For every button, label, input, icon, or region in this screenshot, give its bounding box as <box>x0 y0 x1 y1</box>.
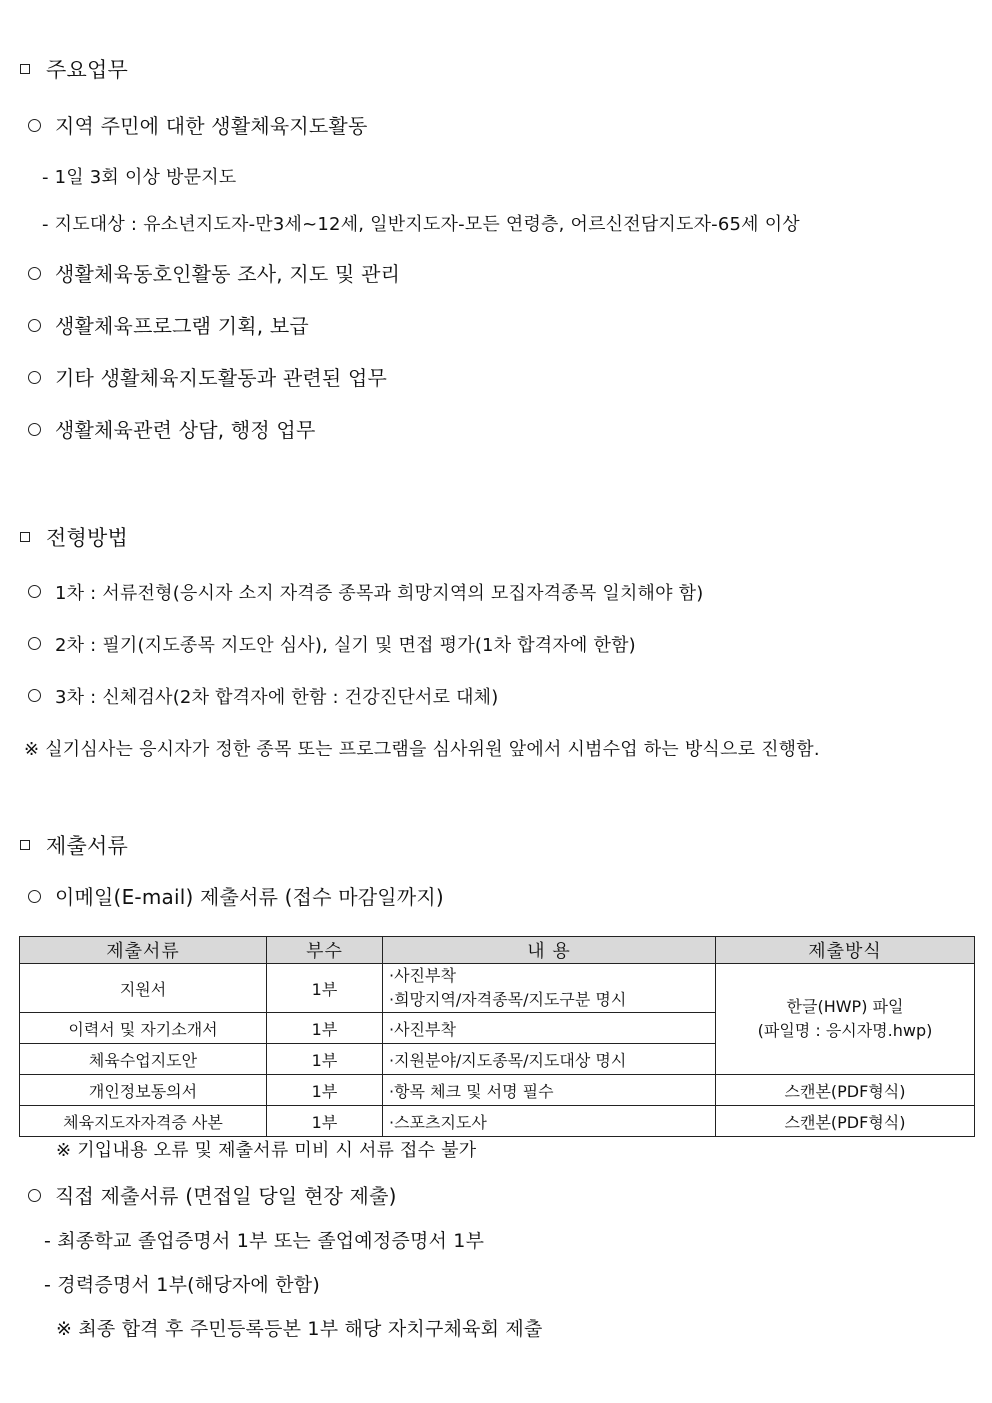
documents-table <box>19 936 975 1137</box>
circle-bullet-icon <box>28 267 41 280</box>
square-bullet-icon <box>20 532 30 542</box>
document-name: 체육수업지도안 <box>20 1044 267 1075</box>
document-count: 1부 <box>267 964 383 1013</box>
circle-bullet-icon <box>28 890 41 903</box>
circle-bullet-icon <box>28 585 41 598</box>
duty-sub-item: - 1일 3회 이상 방문지도 <box>42 167 237 188</box>
duty-item-text: 생활체육동호인활동 조사, 지도 및 관리 <box>55 262 401 286</box>
table-header: 부수 <box>267 937 383 964</box>
duty-item <box>28 362 387 391</box>
email-documents-text: 이메일(E-mail) 제출서류 (접수 마감일까지) <box>55 885 444 909</box>
table-header: 내 용 <box>383 937 716 964</box>
submission-method-merged <box>716 964 975 1075</box>
email-documents-item <box>28 881 444 910</box>
direct-documents-item <box>28 1180 397 1209</box>
table-row <box>20 964 975 1013</box>
circle-bullet-icon <box>28 423 41 436</box>
document-name: 개인정보동의서 <box>20 1075 267 1106</box>
direct-sub-item: - 최종학교 졸업증명서 1부 또는 졸업예정증명서 1부 <box>44 1230 485 1252</box>
document-name: 이력서 및 자기소개서 <box>20 1013 267 1044</box>
document-name: 체육지도자자격증 사본 <box>20 1106 267 1137</box>
document-content: ·사진부착 <box>383 1013 716 1044</box>
section-title-text: 제출서류 <box>46 834 128 858</box>
table-note: ※ 기입내용 오류 및 제출서류 미비 시 서류 접수 불가 <box>56 1140 477 1161</box>
table-row <box>20 1075 975 1106</box>
submission-method: 스캔본(PDF형식) <box>716 1106 975 1137</box>
document-count: 1부 <box>267 1044 383 1075</box>
duty-item-text: 지역 주민에 대한 생활체육지도활동 <box>55 114 368 138</box>
direct-documents-text: 직접 제출서류 (면접일 당일 현장 제출) <box>55 1184 397 1208</box>
table-header-row <box>20 937 975 964</box>
section-title-documents <box>20 830 128 860</box>
duty-item <box>28 110 367 139</box>
document-count: 1부 <box>267 1106 383 1137</box>
document-content: ·스포츠지도사 <box>383 1106 716 1137</box>
circle-bullet-icon <box>28 637 41 650</box>
document-name: 지원서 <box>20 964 267 1013</box>
table-header: 제출서류 <box>20 937 267 964</box>
duty-sub-item: - 지도대상 : 유소년지도자-만3세~12세, 일반지도자-모든 연령층, 어르신전담지도자-65세 이상 <box>42 214 800 235</box>
selection-item <box>28 631 636 657</box>
duty-item-text: 생활체육관련 상담, 행정 업무 <box>55 418 316 442</box>
duty-item <box>28 258 400 287</box>
table-row <box>20 1106 975 1137</box>
square-bullet-icon <box>20 64 30 74</box>
duty-item <box>28 310 309 339</box>
circle-bullet-icon <box>28 119 41 132</box>
selection-item-text: 2차 : 필기(지도종목 지도안 심사), 실기 및 면접 평가(1차 합격자에 한함) <box>55 635 636 656</box>
direct-sub-item: - 경력증명서 1부(해당자에 한함) <box>44 1274 320 1296</box>
circle-bullet-icon <box>28 1189 41 1202</box>
content-line: ·희망지역/자격종목/지도구분 명시 <box>389 990 627 1009</box>
submission-method: 스캔본(PDF형식) <box>716 1075 975 1106</box>
selection-item-text: 3차 : 신체검사(2차 합격자에 한함 : 건강진단서로 대체) <box>55 687 499 708</box>
method-line: 한글(HWP) 파일 <box>786 997 904 1016</box>
section-title-text: 전형방법 <box>46 526 128 550</box>
duty-item-text: 생활체육프로그램 기획, 보급 <box>55 314 309 338</box>
square-bullet-icon <box>20 840 30 850</box>
document-content <box>383 964 716 1013</box>
duty-item-text: 기타 생활체육지도활동과 관련된 업무 <box>55 366 387 390</box>
content-line: ·사진부착 <box>389 966 456 985</box>
final-note: ※ 최종 합격 후 주민등록등본 1부 해당 자치구체육회 제출 <box>56 1318 543 1340</box>
selection-item-text: 1차 : 서류전형(응시자 소지 자격증 종목과 희망지역의 모집자격종목 일치해야 함) <box>55 583 704 604</box>
document-count: 1부 <box>267 1075 383 1106</box>
table-header: 제출방식 <box>716 937 975 964</box>
circle-bullet-icon <box>28 319 41 332</box>
duty-item <box>28 414 315 443</box>
method-line: (파일명 : 응시자명.hwp) <box>757 1021 933 1040</box>
circle-bullet-icon <box>28 689 41 702</box>
section-title-selection <box>20 522 128 552</box>
section-title-text: 주요업무 <box>46 58 128 82</box>
document-count: 1부 <box>267 1013 383 1044</box>
selection-item <box>28 579 703 605</box>
selection-note: ※ 실기심사는 응시자가 정한 종목 또는 프로그램을 심사위원 앞에서 시범수업 하는 방식으로 진행함. <box>24 739 820 760</box>
document-content: ·항목 체크 및 서명 필수 <box>383 1075 716 1106</box>
section-title-duties <box>20 54 128 84</box>
selection-item <box>28 683 499 709</box>
document-content: ·지원분야/지도종목/지도대상 명시 <box>383 1044 716 1075</box>
circle-bullet-icon <box>28 371 41 384</box>
